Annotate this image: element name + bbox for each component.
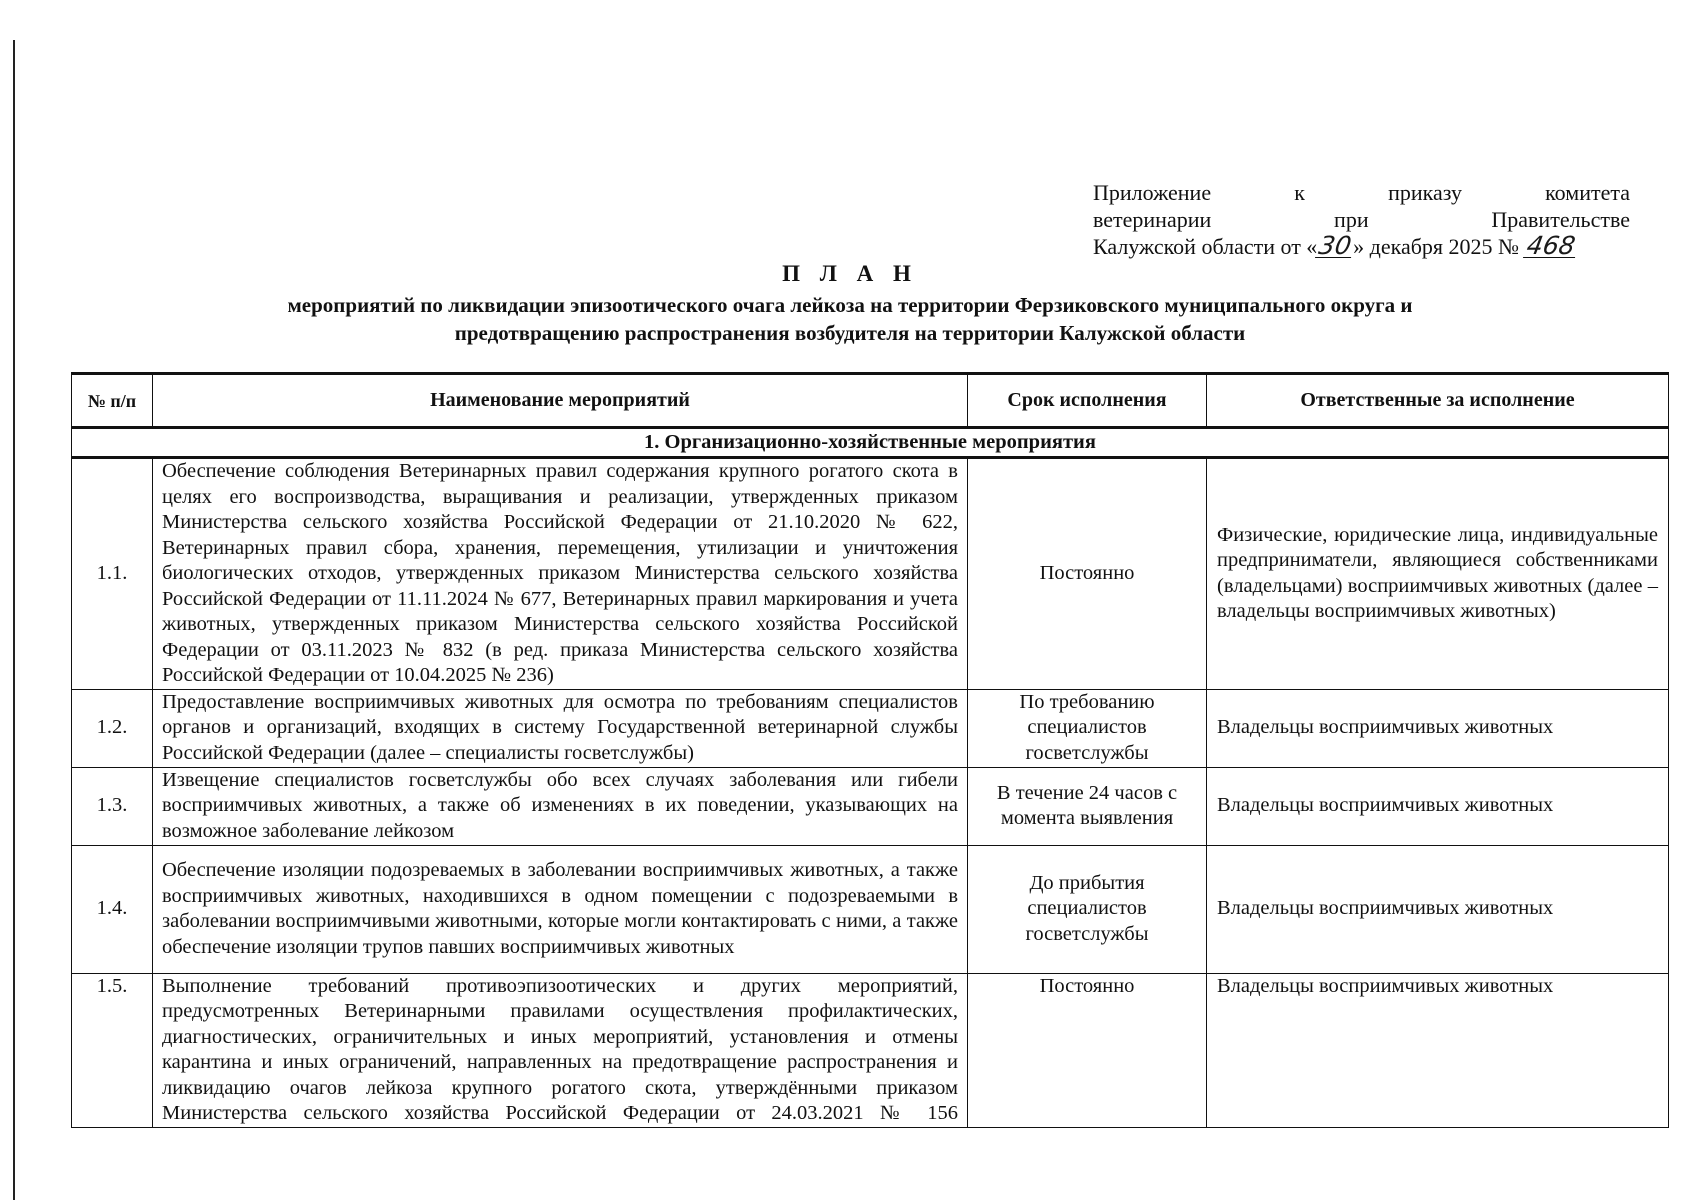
row-term: До прибытия специалистов госветслужбы — [968, 845, 1207, 973]
plan-subtitle-line-2: предотвращению распространения возбудителя на территории Калужской области — [454, 321, 1246, 345]
appendix-line-3 — [1093, 233, 1630, 260]
plan-heading: П Л А Н — [782, 261, 918, 286]
row-responsible: Владельцы восприимчивых животных — [1207, 845, 1669, 973]
header-name: Наименование мероприятий — [153, 374, 968, 428]
row-num: 1.2. — [72, 689, 153, 767]
appendix-line-2: ветеринарии при Правительстве — [1093, 207, 1630, 232]
row-num: 1.1. — [72, 458, 153, 690]
table-row — [72, 845, 1669, 973]
plan-subtitle-line-1: мероприятий по ликвидации эпизоотического очага лейкоза на территории Ферзиковского муниципального округа и — [287, 293, 1413, 317]
row-responsible: Владельцы восприимчивых животных — [1207, 973, 1669, 1127]
table-row — [72, 767, 1669, 845]
row-num: 1.4. — [72, 845, 153, 973]
document-title — [60, 260, 1640, 347]
appendix-date-prefix: Калужской области от « — [1093, 234, 1318, 259]
row-term: Постоянно — [968, 458, 1207, 690]
row-name: Обеспечение соблюдения Ветеринарных правил содержания крупного рогатого скота в целях его воспроизводства, выращивания и реализации, утвержденных приказом Министерства сельского хозяйства Российской Федерации от 21.10.2020 № 622, Ветеринарных правил сбора, хранения, перемещения, утилизации и уничтожения биологических отходов, утвержденных приказом Министерства сельского хозяйства Российской Федерации от 11.11.2024 № 677, Ветеринарных правил маркирования и учета животных, утвержденных приказом Министерства сельского хозяйства Российской Федерации от 03.11.2023 № 832 (в ред. приказа Министерства сельского хозяйства Российской Федерации от 10.04.2025 № 236) — [153, 458, 968, 690]
plan-table — [71, 372, 1669, 1128]
row-term: Постоянно — [968, 973, 1207, 1127]
row-name: Выполнение требований противоэпизоотических и других мероприятий, предусмотренных Ветеринарными правилами осуществления профилактических, диагностических, ограничительных и иных мероприятий, установления и отмены карантина и иных ограничений, направленных на предотвращение распространения и ликвидацию очагов лейкоза крупного рогатого скота, утверждёнными приказом Министерства сельского хозяйства Российской Федерации от 24.03.2021 № 156 — [153, 973, 968, 1127]
left-margin-line — [13, 40, 15, 1200]
section-title: 1. Организационно-хозяйственные мероприятия — [72, 428, 1669, 458]
table-row — [72, 689, 1669, 767]
row-term: По требованию специалистов госветслужбы — [968, 689, 1207, 767]
row-name: Предоставление восприимчивых животных для осмотра по требованиям специалистов органов и организаций, входящих в систему Государственной ветеринарной службы Российской Федерации (далее – специалисты госветслужбы) — [153, 689, 968, 767]
appendix-date-middle: » декабря 2025 № — [1353, 234, 1520, 259]
header-responsible: Ответственные за исполнение — [1207, 374, 1669, 428]
table-row — [72, 973, 1669, 1127]
row-responsible: Физические, юридические лица, индивидуальные предприниматели, являющиеся собственниками (владельцами) восприимчивых животных (далее – владельцы восприимчивых животных) — [1207, 458, 1669, 690]
handwritten-day: 30 — [1316, 231, 1354, 260]
appendix-line-1: Приложение к приказу комитета — [1093, 180, 1630, 205]
row-responsible: Владельцы восприимчивых животных — [1207, 767, 1669, 845]
row-responsible: Владельцы восприимчивых животных — [1207, 689, 1669, 767]
section-row — [72, 428, 1669, 458]
table-row — [72, 458, 1669, 690]
row-num: 1.3. — [72, 767, 153, 845]
handwritten-order-number: 468 — [1524, 231, 1577, 260]
header-num: № п/п — [72, 374, 153, 428]
header-term: Срок исполнения — [968, 374, 1207, 428]
appendix-note — [1093, 179, 1630, 260]
row-name: Извещение специалистов госветслужбы обо всех случаях заболевания или гибели восприимчивых животных, а также об изменениях в их поведении, указывающих на возможное заболевание лейкозом — [153, 767, 968, 845]
row-name: Обеспечение изоляции подозреваемых в заболевании восприимчивых животных, а также восприимчивых животных, находившихся в одном помещении с подозреваемыми в заболевании восприимчивыми животными, которые могли контактировать с ними, а также обеспечение изоляции трупов павших восприимчивых животных — [153, 845, 968, 973]
table-header-row — [72, 374, 1669, 428]
row-num: 1.5. — [72, 973, 153, 1127]
row-term: В течение 24 часов с момента выявления — [968, 767, 1207, 845]
